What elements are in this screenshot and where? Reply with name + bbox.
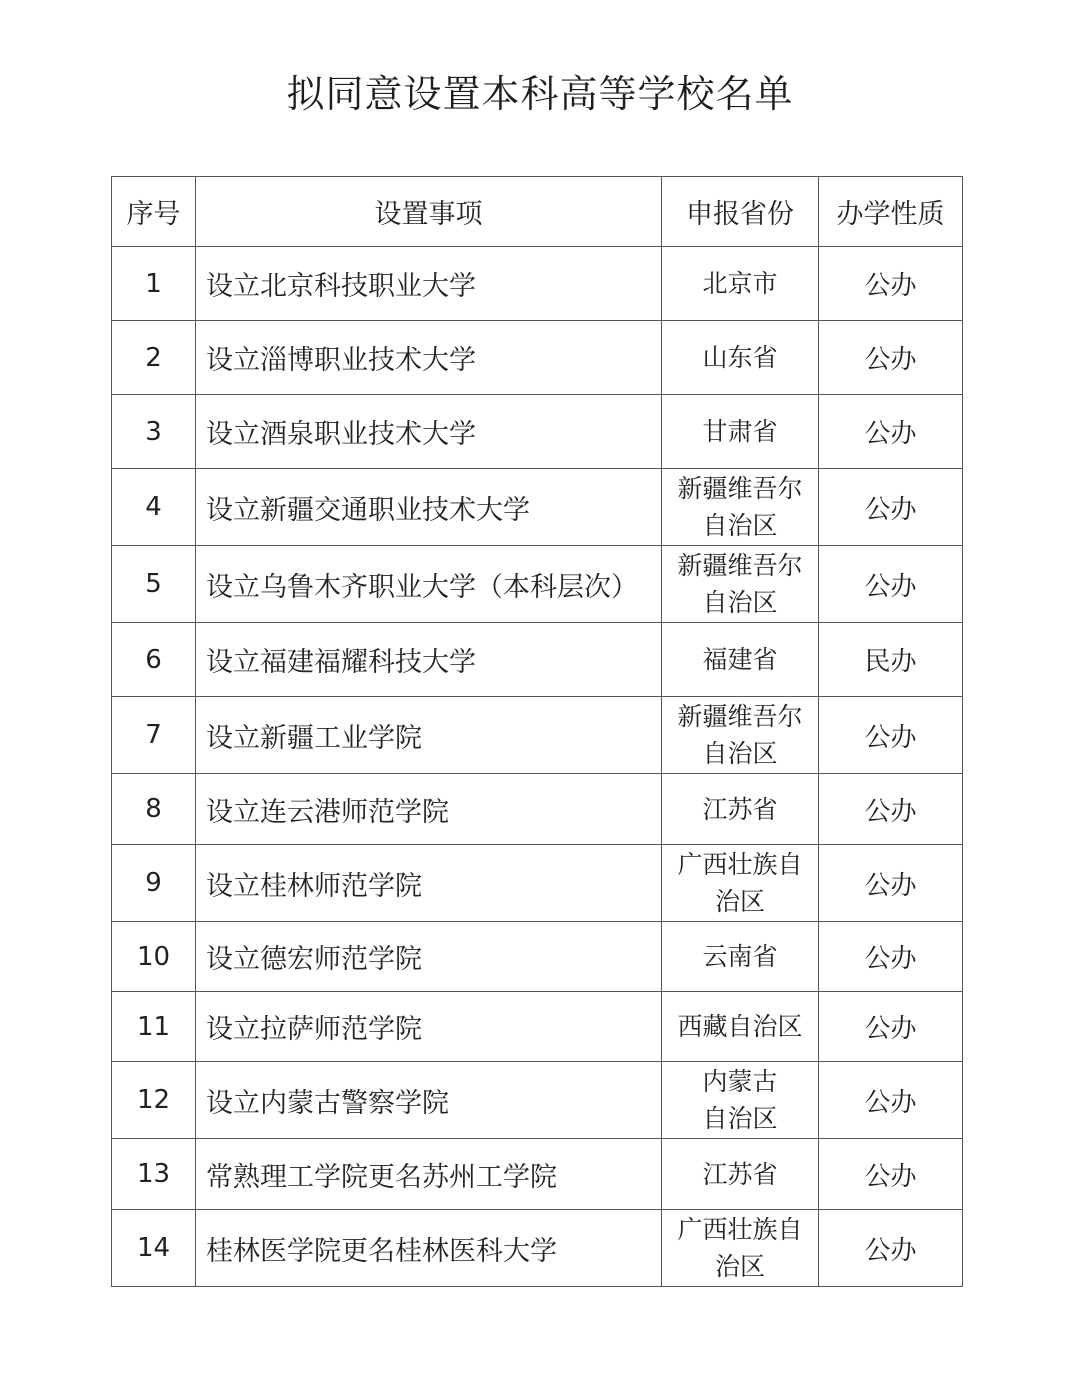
row-nature: 公办 — [819, 992, 963, 1062]
row-item: 设立新疆交通职业技术大学 — [196, 469, 662, 546]
row-num: 1 — [112, 247, 196, 321]
table-row — [112, 774, 963, 845]
row-item: 设立德宏师范学院 — [196, 922, 662, 992]
header-item: 设置事项 — [196, 177, 662, 247]
row-num: 4 — [112, 469, 196, 546]
row-item: 设立乌鲁木齐职业大学（本科层次） — [196, 546, 662, 623]
row-province — [662, 395, 819, 469]
header-province: 申报省份 — [662, 177, 819, 247]
row-item: 设立桂林师范学院 — [196, 845, 662, 922]
row-province — [662, 992, 819, 1062]
page-title: 拟同意设置本科高等学校名单 — [286, 72, 794, 116]
row-province — [662, 321, 819, 395]
row-province — [662, 623, 819, 697]
row-province — [662, 1139, 819, 1210]
row-province-text: 江苏省 — [702, 794, 778, 824]
row-province — [662, 1062, 819, 1139]
row-item: 设立拉萨师范学院 — [196, 992, 662, 1062]
row-nature: 公办 — [819, 845, 963, 922]
row-province-text: 福建省 — [702, 645, 778, 674]
row-nature: 公办 — [819, 1139, 963, 1210]
row-num: 10 — [112, 922, 196, 992]
table-row — [112, 922, 963, 992]
row-item: 设立新疆工业学院 — [196, 697, 662, 774]
row-item: 桂林医学院更名桂林医科大学 — [196, 1210, 662, 1287]
row-item: 设立酒泉职业技术大学 — [196, 395, 662, 469]
row-num: 14 — [112, 1210, 196, 1287]
row-item: 设立淄博职业技术大学 — [196, 321, 662, 395]
row-province-text: 广西壮族自治区 — [677, 850, 803, 916]
row-province — [662, 546, 819, 623]
row-num: 6 — [112, 623, 196, 697]
row-nature: 公办 — [819, 546, 963, 623]
row-nature: 公办 — [819, 922, 963, 992]
row-province-text: 云南省 — [702, 942, 778, 971]
header-num: 序号 — [112, 177, 196, 247]
table-row — [112, 1210, 963, 1287]
row-item: 设立福建福耀科技大学 — [196, 623, 662, 697]
row-province-text: 新疆维吾尔自治区 — [677, 474, 803, 540]
row-province-text: 内蒙古自治区 — [702, 1067, 778, 1133]
row-nature: 公办 — [819, 697, 963, 774]
table-row — [112, 546, 963, 623]
row-num: 8 — [112, 774, 196, 845]
row-nature: 公办 — [819, 774, 963, 845]
table-row — [112, 845, 963, 922]
row-num: 9 — [112, 845, 196, 922]
table-row — [112, 469, 963, 546]
table-row — [112, 395, 963, 469]
row-province-text: 北京市 — [702, 269, 778, 298]
row-num: 3 — [112, 395, 196, 469]
table-row — [112, 1139, 963, 1210]
table-row — [112, 992, 963, 1062]
table-header-row — [112, 177, 963, 247]
header-nature: 办学性质 — [819, 177, 963, 247]
table-row — [112, 247, 963, 321]
row-province-text: 山东省 — [702, 343, 778, 372]
row-province-text: 江苏省 — [702, 1159, 778, 1189]
row-num: 11 — [112, 992, 196, 1062]
row-item: 设立内蒙古警察学院 — [196, 1062, 662, 1139]
table-row — [112, 1062, 963, 1139]
row-nature: 公办 — [819, 469, 963, 546]
row-num: 13 — [112, 1139, 196, 1210]
row-num: 7 — [112, 697, 196, 774]
row-province-text: 甘肃省 — [702, 417, 778, 446]
row-province — [662, 922, 819, 992]
row-nature: 公办 — [819, 1210, 963, 1287]
table-row — [112, 623, 963, 697]
row-province — [662, 845, 819, 922]
row-province-text: 西藏自治区 — [677, 1012, 803, 1041]
row-nature: 公办 — [819, 1062, 963, 1139]
row-num: 5 — [112, 546, 196, 623]
school-list-table — [111, 176, 963, 1287]
row-province — [662, 247, 819, 321]
row-num: 12 — [112, 1062, 196, 1139]
row-nature: 公办 — [819, 247, 963, 321]
row-province-text: 新疆维吾尔自治区 — [677, 551, 803, 617]
row-province-text: 广西壮族自治区 — [677, 1215, 803, 1281]
table-row — [112, 321, 963, 395]
row-province-text: 新疆维吾尔自治区 — [677, 702, 803, 768]
row-province — [662, 1210, 819, 1287]
row-province — [662, 469, 819, 546]
table-row — [112, 697, 963, 774]
row-province — [662, 774, 819, 845]
row-item: 设立连云港师范学院 — [196, 774, 662, 845]
row-item: 设立北京科技职业大学 — [196, 247, 662, 321]
row-nature: 公办 — [819, 321, 963, 395]
row-num: 2 — [112, 321, 196, 395]
row-province — [662, 697, 819, 774]
row-item: 常熟理工学院更名苏州工学院 — [196, 1139, 662, 1210]
row-nature: 民办 — [819, 623, 963, 697]
row-nature: 公办 — [819, 395, 963, 469]
